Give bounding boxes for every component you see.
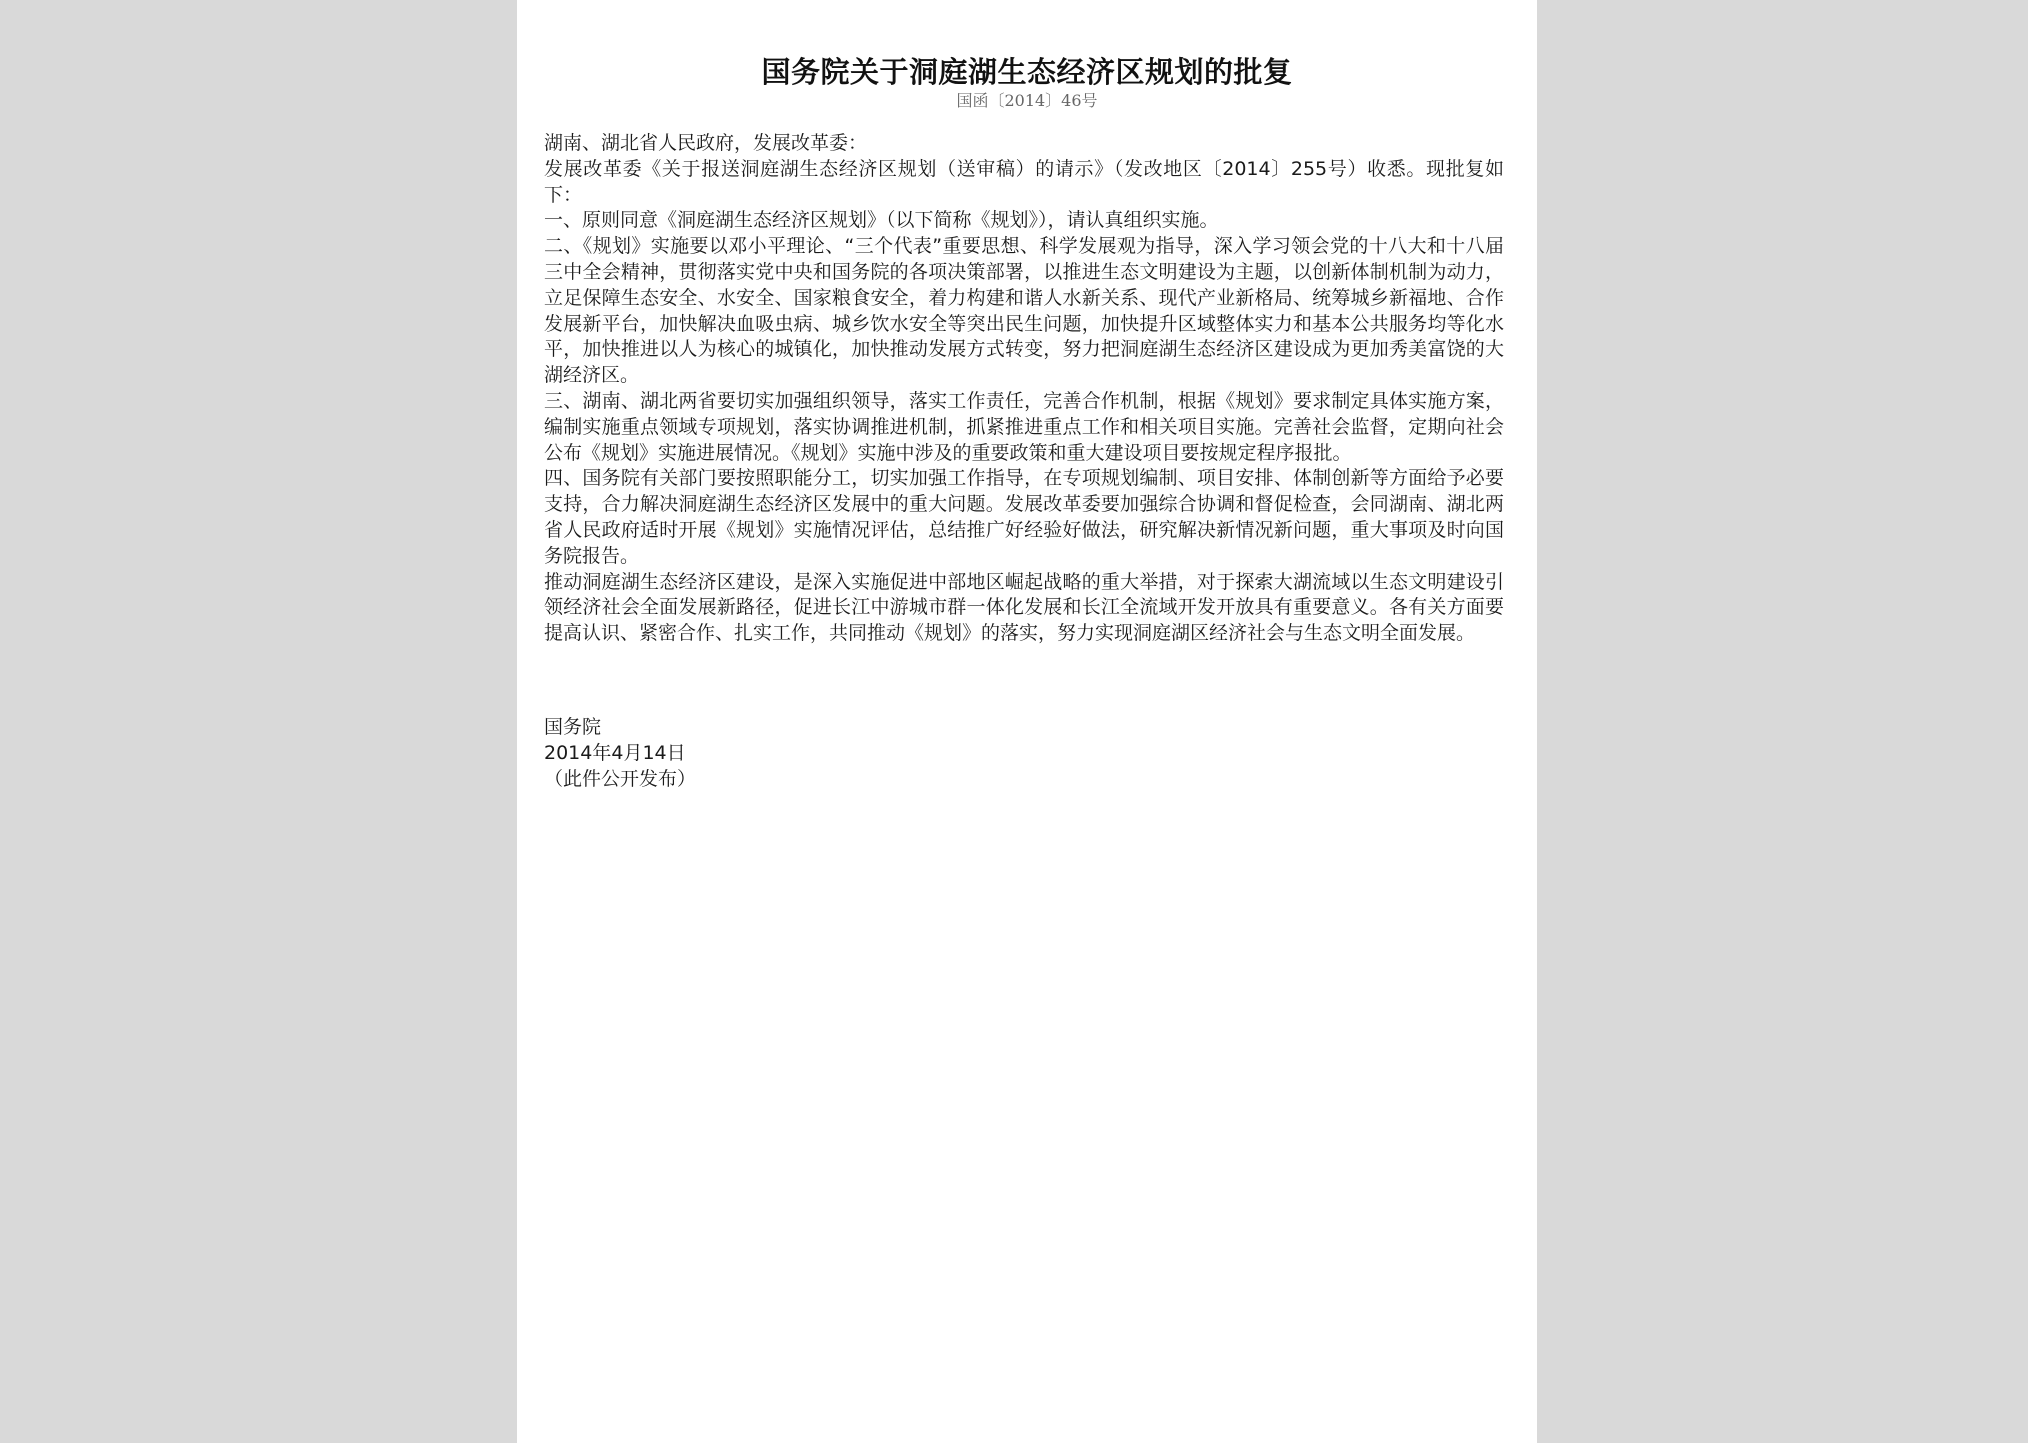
document-body xyxy=(544,131,1504,647)
body-paragraph: 推动洞庭湖生态经济区建设，是深入实施促进中部地区崛起战略的重大举措，对于探索大湖流域以生态文明建设引领经济社会全面发展新路径，促进长江中游城市群一体化发展和长江全流域开发开放具有重要意义。各有关方面要提高认识、紧密合作、扎实工作，共同推动《规划》的落实，努力实现洞庭湖区经济社会与生态文明全面发展。 xyxy=(544,570,1504,645)
body-paragraph: 三、湖南、湖北两省要切实加强组织领导，落实工作责任，完善合作机制，根据《规划》要求制定具体实施方案，编制实施重点领域专项规划，落实协调推进机制，抓紧推进重点工作和相关项目实施。完善社会监督，定期向社会公布《规划》实施进展情况。《规划》实施中涉及的重要政策和重大建设项目要按规定程序报批。 xyxy=(544,389,1504,464)
document-title: 国务院关于洞庭湖生态经济区规划的批复 xyxy=(761,55,1293,89)
signature-block xyxy=(544,714,1144,792)
document-number: 国函〔2014〕46号 xyxy=(956,91,1098,110)
issue-date: 2014年4月14日 xyxy=(544,742,686,764)
body-paragraph: 发展改革委《关于报送洞庭湖生态经济区规划（送审稿）的请示》（发改地区〔2014〕255号）收悉。现批复如下： xyxy=(544,157,1504,206)
body-paragraph: 一、原则同意《洞庭湖生态经济区规划》（以下简称《规划》），请认真组织实施。 xyxy=(544,209,1219,232)
document-page xyxy=(517,0,1537,1443)
issuer: 国务院 xyxy=(544,716,602,738)
body-paragraph: 二、《规划》实施要以邓小平理论、“三个代表”重要思想、科学发展观为指导，深入学习领会党的十八大和十八届三中全会精神，贯彻落实党中央和国务院的各项决策部署，以推进生态文明建设为主题，以创新体制机制为动力，立足保障生态安全、水安全、国家粮食安全，着力构建和谐人水新关系、现代产业新格局、统筹城乡新福地、合作发展新平台，加快解决血吸虫病、城乡饮水安全等突出民生问题，加快提升区域整体实力和基本公共服务均等化水平，加快推进以人为核心的城镇化，加快推动发展方式转变，努力把洞庭湖生态经济区建设成为更加秀美富饶的大湖经济区。 xyxy=(544,235,1504,387)
salutation: 湖南、湖北省人民政府，发展改革委： xyxy=(544,132,868,154)
publication-note: （此件公开发布） xyxy=(544,768,697,790)
body-paragraph: 四、国务院有关部门要按照职能分工，切实加强工作指导，在专项规划编制、项目安排、体制创新等方面给予必要支持，合力解决洞庭湖生态经济区发展中的重大问题。发展改革委要加强综合协调和督促检查，会同湖南、湖北两省人民政府适时开展《规划》实施情况评估，总结推广好经验好做法，研究解决新情况新问题，重大事项及时向国务院报告。 xyxy=(544,467,1504,567)
